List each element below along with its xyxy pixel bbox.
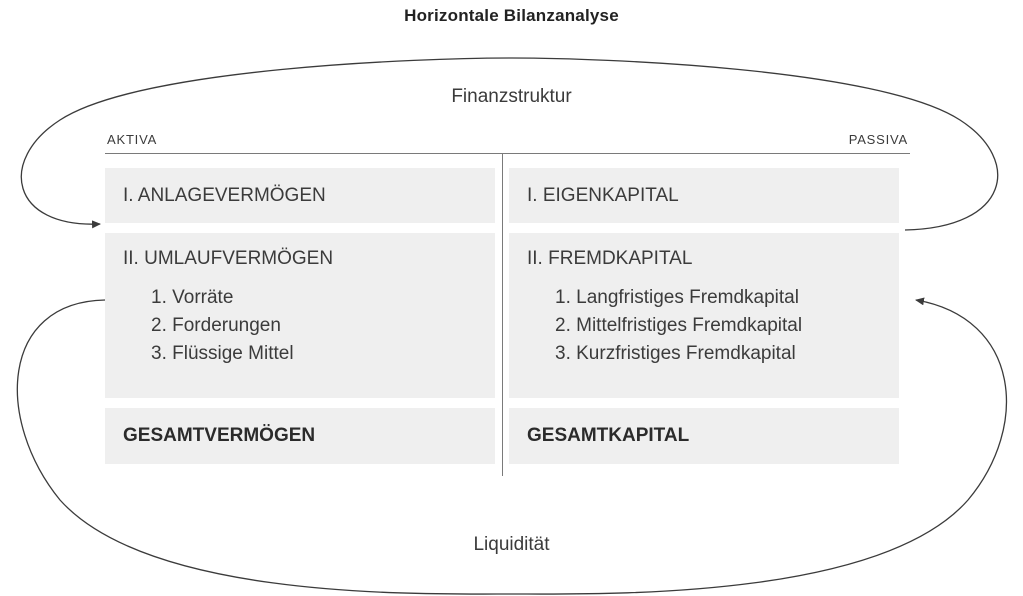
- list-item: 3. Flüssige Mittel: [151, 342, 294, 364]
- box-eigenkapital: [509, 168, 899, 223]
- page-title: Horizontale Bilanzanalyse: [404, 6, 619, 25]
- list-item: 2. Mittelfristiges Fremdkapital: [555, 314, 803, 336]
- header-rule: [105, 153, 910, 154]
- balance-sheet: [105, 132, 910, 464]
- aktiva-column: [105, 168, 495, 464]
- aktiva-header: AKTIVA: [107, 132, 158, 147]
- column-divider: [502, 154, 503, 476]
- eigenkapital-label: I. EIGENKAPITAL: [527, 184, 679, 206]
- gesamtvermoegen-label: GESAMTVERMÖGEN: [123, 425, 316, 447]
- balance-sheet-columns: [105, 168, 910, 464]
- passiva-header: PASSIVA: [848, 132, 908, 147]
- balance-sheet-headers: [105, 132, 910, 153]
- list-item: 3. Kurzfristiges Fremdkapital: [555, 342, 796, 364]
- finanzstruktur-label: Finanzstruktur: [451, 86, 572, 107]
- anlagevermoegen-label: I. ANLAGEVERMÖGEN: [123, 184, 326, 206]
- fremdkapital-items: [527, 284, 881, 368]
- box-anlagevermoegen: [105, 168, 495, 223]
- list-item: 1. Langfristiges Fremdkapital: [555, 286, 799, 308]
- box-gesamtvermoegen: [105, 408, 495, 464]
- box-umlaufvermoegen: [105, 233, 495, 398]
- liquiditaet-label: Liquidität: [473, 534, 550, 555]
- umlaufvermoegen-items: [123, 284, 477, 368]
- box-fremdkapital: [509, 233, 899, 398]
- box-gesamtkapital: [509, 408, 899, 464]
- passiva-column: [509, 168, 899, 464]
- umlaufvermoegen-label: II. UMLAUFVERMÖGEN: [123, 248, 334, 269]
- list-item: 1. Vorräte: [151, 286, 234, 308]
- list-item: 2. Forderungen: [151, 314, 281, 336]
- fremdkapital-label: II. FREMDKAPITAL: [527, 248, 693, 269]
- gesamtkapital-label: GESAMTKAPITAL: [527, 425, 690, 447]
